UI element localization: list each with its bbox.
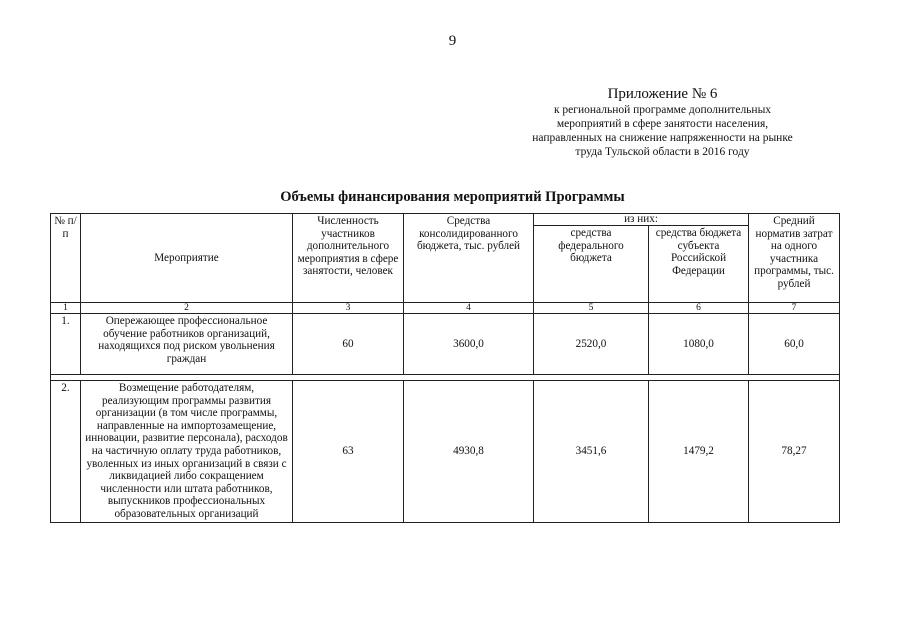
- column-index: 7: [749, 303, 840, 314]
- row-num: 1.: [51, 314, 81, 375]
- row-consolidated: 4930,8: [404, 381, 534, 523]
- column-index: 4: [404, 303, 534, 314]
- row-event: Возмещение работодателям, реализующим программы развития организации (в том числе программы, направленные на импортозамещение, инновации, развитие персонала), расходов на частичную оплату труда работников, уволенных из иных организаций в связи с ликвидацией либо сокращением численности или штата работников, выпускников профессиональных образовательных организаций: [81, 381, 293, 523]
- row-regional: 1479,2: [649, 381, 749, 523]
- header-of-which: из них:: [534, 214, 749, 226]
- header-num: № п/п: [51, 214, 81, 303]
- appendix-line: направленных на снижение напряженности на рынке: [532, 132, 793, 144]
- row-norm: 60,0: [749, 314, 840, 375]
- column-index: 1: [51, 303, 81, 314]
- appendix-title: Приложение № 6: [607, 86, 718, 102]
- column-index: 2: [81, 303, 293, 314]
- row-event: Опережающее профессиональное обучение работников организаций, находящихся под риском увольнения граждан: [81, 314, 293, 375]
- column-index: 5: [534, 303, 649, 314]
- document-title: Объемы финансирования мероприятий Программы: [280, 189, 625, 205]
- appendix-line: к региональной программе дополнительных: [553, 104, 772, 116]
- appendix-line: мероприятий в сфере занятости населения,: [556, 118, 769, 130]
- row-participants: 60: [293, 314, 404, 375]
- header-row: [51, 214, 840, 226]
- header-norm: Средний норматив затрат на одного участника программы, тыс. рублей: [749, 214, 840, 303]
- row-norm: 78,27: [749, 381, 840, 523]
- appendix-header: [480, 86, 845, 159]
- row-num: 2.: [51, 381, 81, 523]
- appendix-line: труда Тульской области в 2016 году: [575, 146, 750, 158]
- row-participants: 63: [293, 381, 404, 523]
- column-index-row: [51, 303, 840, 314]
- header-regional: средства бюджета субъекта Российской Федерации: [649, 226, 749, 303]
- financing-table: [50, 213, 840, 523]
- header-event: Мероприятие: [81, 214, 293, 303]
- header-consolidated: Средства консолидированного бюджета, тыс. рублей: [404, 214, 534, 303]
- page-number: 9: [448, 33, 457, 49]
- table-row: [51, 381, 840, 523]
- header-participants: Численность участников дополнительного мероприятия в сфере занятости, человек: [293, 214, 404, 303]
- column-index: 3: [293, 303, 404, 314]
- table-row: [51, 314, 840, 375]
- row-regional: 1080,0: [649, 314, 749, 375]
- row-federal: 2520,0: [534, 314, 649, 375]
- row-federal: 3451,6: [534, 381, 649, 523]
- column-index: 6: [649, 303, 749, 314]
- row-consolidated: 3600,0: [404, 314, 534, 375]
- header-federal: средства федерального бюджета: [534, 226, 649, 303]
